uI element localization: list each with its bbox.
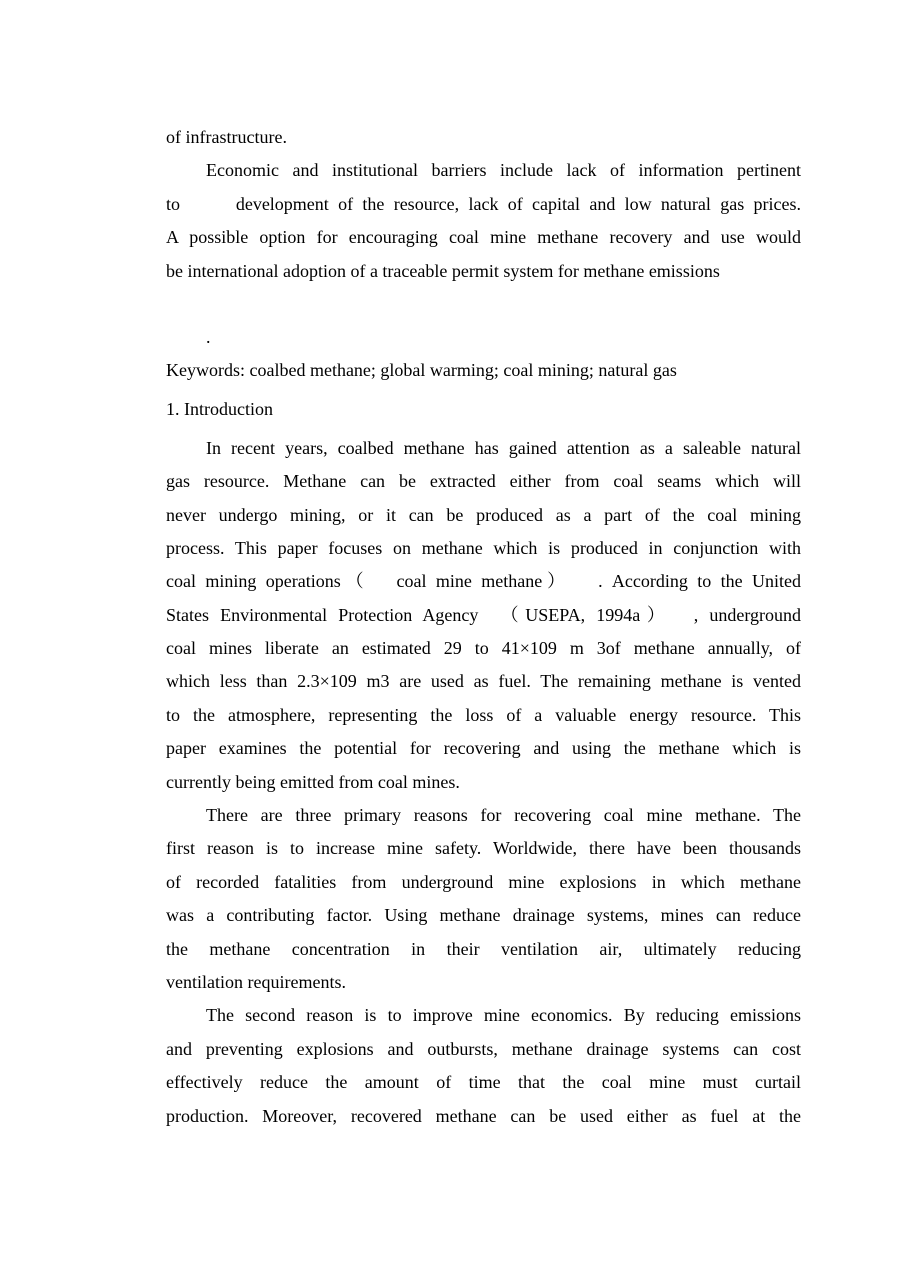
text-line: and preventing explosions and outbursts, methane drainage systems can cost [166,1038,801,1059]
text-line: There are three primary reasons for recovering coal mine methane. The [206,805,801,826]
text-line: of infrastructure. [166,127,287,147]
text-line: which less than 2.3×109 m3 are used as fuel. The remaining methane is vented [166,671,801,692]
text-line: In recent years, coalbed methane has gained attention as a saleable natural [206,437,801,458]
paragraph-introduction-3 [166,999,801,1133]
document-page [166,121,801,1133]
text-line: Economic and institutional barriers include lack of information pertinent [206,160,801,181]
text-line: ventilation requirements. [166,971,346,992]
text-line: of recorded fatalities from underground mine explosions in which methane [166,871,801,892]
blank-gap [166,288,801,321]
text-line: coal mining operations（ coal mine methane） . According to the United [166,571,801,592]
text-line: be international adoption of a traceable permit system for methane emissions [166,260,720,281]
section-heading: 1. Introduction [166,398,273,419]
stray-period: . [206,326,211,347]
text-line: gas resource. Methane can be extracted either from coal seams which will [166,471,801,492]
paragraph-introduction-2 [166,799,801,999]
text-line: process. This paper focuses on methane which is produced in conjunction with [166,537,801,558]
keywords-line: Keywords: coalbed methane; global warming; coal mining; natural gas [166,360,677,381]
abstract-continuation [166,121,801,288]
text-line: first reason is to increase mine safety. Worldwide, there have been thousands [166,838,801,859]
text-line: A possible option for encouraging coal mine methane recovery and use would [166,227,801,248]
paragraph-introduction-1 [166,432,801,799]
text-line: the methane concentration in their ventilation air, ultimately reducing [166,938,801,959]
text-line: currently being emitted from coal mines. [166,771,460,792]
text-line: The second reason is to improve mine economics. By reducing emissions [206,1005,801,1026]
text-line: coal mines liberate an estimated 29 to 41×109 m 3of methane annually, of [166,638,801,659]
text-line: to development of the resource, lack of capital and low natural gas prices. [166,193,801,214]
text-line: was a contributing factor. Using methane drainage systems, mines can reduce [166,905,801,926]
text-line: States Environmental Protection Agency （USEPA, 1994a） , underground [166,604,801,625]
text-line: production. Moreover, recovered methane can be used either as fuel at the [166,1105,801,1126]
text-line: to the atmosphere, representing the loss of a valuable energy resource. This [166,704,801,725]
text-line: paper examines the potential for recovering and using the methane which is [166,738,801,759]
text-line: effectively reduce the amount of time that the coal mine must curtail [166,1072,801,1093]
text-line: never undergo mining, or it can be produced as a part of the coal mining [166,504,801,525]
